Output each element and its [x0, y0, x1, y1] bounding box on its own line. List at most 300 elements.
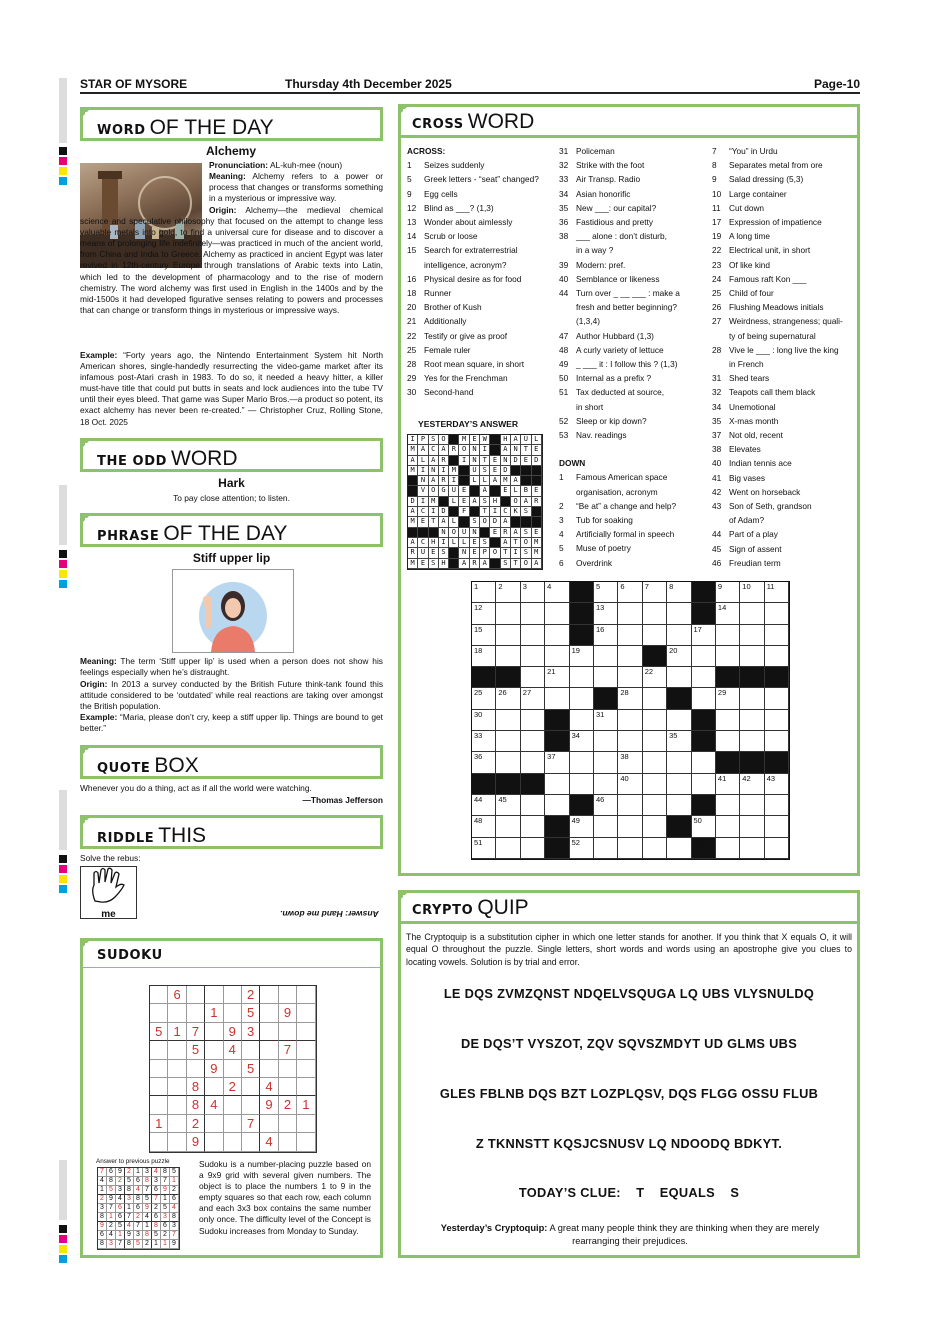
- crossword-cell[interactable]: [667, 774, 691, 795]
- sudoku-cell[interactable]: 1: [150, 1115, 168, 1133]
- crossword-cell[interactable]: [692, 688, 716, 709]
- answer-cell: E: [459, 486, 469, 496]
- sudoku-cell[interactable]: 4: [260, 1078, 278, 1096]
- sudoku-cell[interactable]: [224, 986, 242, 1004]
- crossword-cell[interactable]: [740, 625, 764, 646]
- sudoku-cell[interactable]: 9: [224, 1023, 242, 1041]
- sudoku-cell[interactable]: 5: [187, 1041, 205, 1059]
- crossword-cell[interactable]: [643, 838, 667, 859]
- crossword-cell[interactable]: 26: [496, 688, 520, 709]
- crossword-cell[interactable]: [618, 646, 642, 667]
- crossword-cell[interactable]: [594, 646, 618, 667]
- sudoku-cell[interactable]: [205, 1115, 223, 1133]
- crossword-cell[interactable]: [667, 838, 691, 859]
- crossword-cell[interactable]: 33: [472, 731, 496, 752]
- sudoku-cell[interactable]: [150, 986, 168, 1004]
- crossword-cell[interactable]: [521, 795, 545, 816]
- crossword-cell[interactable]: [570, 710, 594, 731]
- crossword-cell[interactable]: 18: [472, 646, 496, 667]
- crossword-cell[interactable]: 21: [545, 667, 569, 688]
- word-of-day-term: Alchemy: [206, 144, 257, 158]
- crossword-cell[interactable]: [496, 816, 520, 837]
- answer-cell: L: [418, 456, 428, 466]
- sudoku-cell[interactable]: 1: [205, 1004, 223, 1022]
- crossword-cell[interactable]: [643, 816, 667, 837]
- sudoku-cell[interactable]: [224, 1115, 242, 1133]
- crossword-cell[interactable]: [594, 731, 618, 752]
- crossword-cell[interactable]: [667, 667, 691, 688]
- sudoku-cell[interactable]: [205, 1023, 223, 1041]
- crossword-cell[interactable]: [521, 646, 545, 667]
- sudoku-cell[interactable]: [279, 1133, 297, 1151]
- phrase-example: Example: “Maria, please don’t cry, keep a stiff upper lip. Things are bound to get better.”: [80, 712, 383, 734]
- black-square: 39: [521, 774, 545, 795]
- crossword-cell[interactable]: [521, 731, 545, 752]
- clue: 6 Overdrink: [559, 557, 612, 568]
- sudoku-cell[interactable]: [150, 1060, 168, 1078]
- sudoku-cell[interactable]: [224, 1060, 242, 1078]
- answer-cell: M: [449, 466, 459, 476]
- registration-mark: [59, 885, 67, 893]
- crossword-cell[interactable]: [618, 795, 642, 816]
- crossword-cell[interactable]: [496, 838, 520, 859]
- crossword-cell[interactable]: [521, 625, 545, 646]
- crossword-cell[interactable]: [740, 795, 764, 816]
- black-square: [570, 603, 594, 624]
- sudoku-cell[interactable]: 5: [242, 1004, 260, 1022]
- crossword-cell[interactable]: [643, 795, 667, 816]
- sudoku-cell[interactable]: 7: [279, 1041, 297, 1059]
- sudoku-cell[interactable]: [224, 1096, 242, 1114]
- answer-cell: [449, 548, 459, 558]
- crossword-cell[interactable]: 36: [472, 752, 496, 773]
- previous-sudoku-cell: 1: [134, 1168, 143, 1177]
- crossword-cell[interactable]: 19: [570, 646, 594, 667]
- crossword-cell[interactable]: 11: [765, 582, 789, 603]
- crossword-cell[interactable]: [594, 816, 618, 837]
- registration-mark: [59, 1245, 67, 1253]
- crossword-cell[interactable]: 34: [570, 731, 594, 752]
- sudoku-cell[interactable]: [242, 1041, 260, 1059]
- sudoku-cell[interactable]: 1: [168, 1023, 186, 1041]
- sudoku-cell[interactable]: 9: [260, 1096, 278, 1114]
- crossword-cell[interactable]: [618, 816, 642, 837]
- answer-cell: U: [449, 486, 459, 496]
- sudoku-cell[interactable]: [224, 1133, 242, 1151]
- clue: of Adam?: [729, 515, 765, 526]
- crossword-cell[interactable]: [570, 688, 594, 709]
- crossword-cell[interactable]: 9: [716, 582, 740, 603]
- sudoku-cell[interactable]: [297, 1041, 315, 1059]
- crossword-cell[interactable]: [521, 838, 545, 859]
- crossword-cell[interactable]: 45: [496, 795, 520, 816]
- crossword-cell[interactable]: 12: [472, 603, 496, 624]
- sudoku-cell[interactable]: [150, 1078, 168, 1096]
- sudoku-cell[interactable]: 9: [205, 1060, 223, 1078]
- answer-cell: S: [521, 528, 531, 538]
- crossword-cell[interactable]: 44: [472, 795, 496, 816]
- crossword-cell[interactable]: [496, 710, 520, 731]
- crossword-cell[interactable]: 1: [472, 582, 496, 603]
- sudoku-cell[interactable]: 9: [279, 1004, 297, 1022]
- answer-cell: O: [429, 486, 439, 496]
- crossword-cell[interactable]: [667, 710, 691, 731]
- sudoku-cell[interactable]: [279, 1060, 297, 1078]
- crossword-cell[interactable]: [716, 795, 740, 816]
- gutter-bar: [59, 78, 67, 143]
- crossword-cell[interactable]: 29: [716, 688, 740, 709]
- sudoku-cell[interactable]: 1: [297, 1096, 315, 1114]
- crossword-cell[interactable]: [618, 667, 642, 688]
- sudoku-cell[interactable]: [297, 1133, 315, 1151]
- crossword-cell[interactable]: 35: [667, 731, 691, 752]
- sudoku-cell[interactable]: [260, 1004, 278, 1022]
- crossword-cell[interactable]: [692, 774, 716, 795]
- sudoku-cell[interactable]: 2: [279, 1096, 297, 1114]
- crossword-cell[interactable]: [570, 667, 594, 688]
- sudoku-cell[interactable]: 9: [187, 1133, 205, 1151]
- sudoku-cell[interactable]: [297, 1060, 315, 1078]
- sudoku-cell[interactable]: [205, 986, 223, 1004]
- sudoku-cell[interactable]: [260, 1115, 278, 1133]
- crossword-cell[interactable]: 5: [594, 582, 618, 603]
- answer-cell: [408, 528, 418, 538]
- crossword-cell[interactable]: [496, 625, 520, 646]
- crossword-cell[interactable]: [740, 603, 764, 624]
- sudoku-cell[interactable]: [297, 1023, 315, 1041]
- sudoku-cell[interactable]: 5: [150, 1023, 168, 1041]
- sudoku-cell[interactable]: [150, 1004, 168, 1022]
- crossword-cell[interactable]: 3: [521, 582, 545, 603]
- sudoku-cell[interactable]: 2: [242, 986, 260, 1004]
- sudoku-cell[interactable]: [260, 1041, 278, 1059]
- page-header: [80, 76, 860, 94]
- answer-cell: I: [459, 456, 469, 466]
- answer-cell: E: [459, 497, 469, 507]
- clue: 17 Expression of impatience: [712, 217, 822, 228]
- clue: 11 Cut down: [712, 202, 765, 213]
- sudoku-cell[interactable]: [279, 1023, 297, 1041]
- sudoku-cell[interactable]: 7: [242, 1115, 260, 1133]
- answer-cell: U: [459, 528, 469, 538]
- answer-cell: O: [439, 435, 449, 445]
- crossword-cell[interactable]: [618, 603, 642, 624]
- crossword-cell[interactable]: 52: [570, 838, 594, 859]
- clue: 4 Artificially formal in speech: [559, 529, 675, 540]
- gutter-bar: [59, 790, 67, 850]
- clue: 27 Weirdness, strangeness; quali-: [712, 316, 843, 327]
- sudoku-cell[interactable]: 8: [187, 1078, 205, 1096]
- clue: 12 Blind as ___? (1,3): [407, 202, 494, 213]
- sudoku-cell[interactable]: [187, 1004, 205, 1022]
- previous-sudoku-cell: 2: [143, 1240, 152, 1249]
- sudoku-cell[interactable]: 3: [242, 1023, 260, 1041]
- sudoku-cell[interactable]: [205, 1078, 223, 1096]
- clue: 49 _ ___ it : I follow this ? (1,3): [559, 359, 678, 370]
- black-square: [472, 667, 496, 688]
- crossword-cell[interactable]: [618, 625, 642, 646]
- previous-sudoku-cell: 5: [107, 1186, 116, 1195]
- crossword-cell[interactable]: [740, 838, 764, 859]
- crossword-cell[interactable]: [643, 603, 667, 624]
- previous-answer-label: Answer to previous puzzle: [96, 1158, 170, 1165]
- crossword-cell[interactable]: [765, 625, 789, 646]
- crossword-cell[interactable]: 22: [643, 667, 667, 688]
- crossword-cell[interactable]: [594, 838, 618, 859]
- sudoku-cell[interactable]: [168, 1060, 186, 1078]
- previous-sudoku-cell: 5: [134, 1240, 143, 1249]
- crossword-cell[interactable]: 4: [545, 582, 569, 603]
- sudoku-cell[interactable]: [260, 1060, 278, 1078]
- crossword-cell[interactable]: [740, 731, 764, 752]
- crossword-cell[interactable]: 17: [692, 625, 716, 646]
- crossword-cell[interactable]: 31: [594, 710, 618, 731]
- sudoku-cell[interactable]: [168, 1115, 186, 1133]
- crossword-cell[interactable]: [643, 774, 667, 795]
- previous-sudoku-cell: 4: [107, 1231, 116, 1240]
- crossword-cell[interactable]: [570, 752, 594, 773]
- crossword-cell[interactable]: [643, 731, 667, 752]
- clue: 2 “Be at” a change and help?: [559, 500, 677, 511]
- phrase-header: PHRASE OF THE DAY: [80, 513, 383, 547]
- crossword-cell[interactable]: [716, 838, 740, 859]
- answer-cell: M: [532, 538, 542, 548]
- sudoku-cell[interactable]: [279, 986, 297, 1004]
- answer-cell: E: [521, 456, 531, 466]
- previous-sudoku-cell: 3: [134, 1231, 143, 1240]
- sudoku-cell[interactable]: [297, 1078, 315, 1096]
- sudoku-cell[interactable]: [187, 1060, 205, 1078]
- answer-cell: A: [480, 559, 490, 569]
- crossword-cell[interactable]: [740, 816, 764, 837]
- crossword-cell[interactable]: [740, 646, 764, 667]
- crossword-cell[interactable]: 25: [472, 688, 496, 709]
- sudoku-cell[interactable]: [168, 1041, 186, 1059]
- sudoku-cell[interactable]: [168, 1133, 186, 1151]
- crossword-cell[interactable]: [570, 774, 594, 795]
- crossword-cell[interactable]: 40: [618, 774, 642, 795]
- sudoku-cell[interactable]: 4: [260, 1133, 278, 1151]
- sudoku-cell[interactable]: [279, 1078, 297, 1096]
- sudoku-cell[interactable]: [150, 1041, 168, 1059]
- crossword-cell[interactable]: 49: [570, 816, 594, 837]
- crossword-cell[interactable]: 42: [740, 774, 764, 795]
- quote-text: Whenever you do a thing, act as if all the world were watching.: [80, 783, 312, 793]
- crossword-cell[interactable]: [643, 625, 667, 646]
- crossword-cell[interactable]: [765, 710, 789, 731]
- answer-cell: M: [408, 517, 418, 527]
- sudoku-cell[interactable]: [150, 1096, 168, 1114]
- clue: 33 Air Transp. Radio: [559, 174, 641, 185]
- answer-cell: D: [511, 456, 521, 466]
- crossword-cell[interactable]: [521, 752, 545, 773]
- answer-cell: A: [511, 476, 521, 486]
- previous-sudoku-cell: 4: [143, 1213, 152, 1222]
- crossword-cell[interactable]: [643, 710, 667, 731]
- crossword-cell[interactable]: [667, 795, 691, 816]
- crossword-cell[interactable]: 16: [594, 625, 618, 646]
- crossword-cell[interactable]: [618, 838, 642, 859]
- crossword-cell[interactable]: [521, 667, 545, 688]
- crossword-cell[interactable]: 51: [472, 838, 496, 859]
- sudoku-cell[interactable]: [242, 1096, 260, 1114]
- crossword-cell[interactable]: [716, 731, 740, 752]
- clue: 51 Tax deducted at source,: [559, 387, 665, 398]
- crossword-cell[interactable]: [716, 710, 740, 731]
- crossword-cell[interactable]: 37: [545, 752, 569, 773]
- previous-sudoku-cell: 8: [143, 1177, 152, 1186]
- answer-cell: A: [418, 445, 428, 455]
- crossword-cell[interactable]: [545, 625, 569, 646]
- crossword-cell[interactable]: [594, 774, 618, 795]
- clue: 41 Big vases: [712, 472, 765, 483]
- answer-cell: H: [429, 538, 439, 548]
- answer-cell: N: [470, 456, 480, 466]
- crossword-cell[interactable]: 41: [716, 774, 740, 795]
- crossword-cell[interactable]: 30: [472, 710, 496, 731]
- sudoku-cell[interactable]: 5: [242, 1060, 260, 1078]
- crossword-cell[interactable]: 28: [618, 688, 642, 709]
- crossword-cell[interactable]: [618, 731, 642, 752]
- clue: 31 Policeman: [559, 146, 615, 156]
- crossword-cell[interactable]: [496, 603, 520, 624]
- crossword-grid[interactable]: [471, 581, 790, 860]
- clue: 44 Part of a play: [712, 529, 778, 540]
- answer-cell: A: [532, 559, 542, 569]
- crossword-cell[interactable]: [545, 646, 569, 667]
- answer-cell: O: [480, 517, 490, 527]
- crossword-cell[interactable]: [765, 688, 789, 709]
- sudoku-cell[interactable]: 4: [224, 1041, 242, 1059]
- crossword-cell[interactable]: [765, 816, 789, 837]
- crossword-cell[interactable]: [765, 838, 789, 859]
- answer-cell: A: [490, 476, 500, 486]
- crossword-cell[interactable]: [496, 646, 520, 667]
- sudoku-cell[interactable]: 6: [168, 986, 186, 1004]
- sudoku-cell[interactable]: [224, 1004, 242, 1022]
- sudoku-cell[interactable]: [279, 1115, 297, 1133]
- answer-cell: [480, 528, 490, 538]
- crossword-cell[interactable]: [618, 710, 642, 731]
- crossword-cell[interactable]: [643, 752, 667, 773]
- clue: 50 Internal as a prefix ?: [559, 373, 652, 384]
- answer-cell: [459, 476, 469, 486]
- crossword-cell[interactable]: [740, 710, 764, 731]
- cryptoquip-header: CRYPTO QUIP: [398, 890, 860, 924]
- crossword-cell[interactable]: [740, 688, 764, 709]
- answer-cell: A: [511, 435, 521, 445]
- crossword-cell[interactable]: 6: [618, 582, 642, 603]
- sudoku-cell[interactable]: 4: [205, 1096, 223, 1114]
- crossword-cell[interactable]: [765, 795, 789, 816]
- crossword-header: CROSS WORD: [398, 104, 860, 138]
- crossword-cell[interactable]: [545, 795, 569, 816]
- crossword-cell[interactable]: [716, 625, 740, 646]
- crossword-cell[interactable]: 14: [716, 603, 740, 624]
- yesterday-answer-label: YESTERDAY’S ANSWER: [418, 419, 519, 429]
- black-square: [545, 731, 569, 752]
- crossword-cell[interactable]: [594, 667, 618, 688]
- answer-cell: D: [439, 507, 449, 517]
- crossword-cell[interactable]: 50: [692, 816, 716, 837]
- crossword-cell[interactable]: [667, 603, 691, 624]
- sudoku-cell[interactable]: [297, 1004, 315, 1022]
- previous-sudoku-cell: 5: [152, 1231, 161, 1240]
- answer-cell: [490, 559, 500, 569]
- crossword-cell[interactable]: [521, 710, 545, 731]
- sudoku-cell[interactable]: [168, 1004, 186, 1022]
- crossword-cell[interactable]: [594, 752, 618, 773]
- crossword-cell[interactable]: 27: [521, 688, 545, 709]
- crossword-cell[interactable]: 7: [643, 582, 667, 603]
- sudoku-cell[interactable]: [260, 986, 278, 1004]
- sudoku-cell[interactable]: [168, 1078, 186, 1096]
- clue: 35 X-mas month: [712, 415, 779, 426]
- sudoku-cell[interactable]: [242, 1078, 260, 1096]
- crossword-cell[interactable]: [496, 752, 520, 773]
- sudoku-cell[interactable]: 2: [187, 1115, 205, 1133]
- sudoku-cell[interactable]: 8: [187, 1096, 205, 1114]
- crossword-cell[interactable]: 46: [594, 795, 618, 816]
- answer-cell: [449, 456, 459, 466]
- crossword-cell[interactable]: [545, 603, 569, 624]
- crossword-cell[interactable]: 20: [667, 646, 691, 667]
- sudoku-cell[interactable]: [187, 986, 205, 1004]
- crossword-cell[interactable]: [692, 646, 716, 667]
- crossword-cell[interactable]: [521, 603, 545, 624]
- answer-cell: S: [480, 497, 490, 507]
- answer-cell: M: [459, 435, 469, 445]
- crossword-cell[interactable]: [765, 603, 789, 624]
- sudoku-cell[interactable]: [150, 1133, 168, 1151]
- crossword-cell[interactable]: 13: [594, 603, 618, 624]
- black-square: [496, 667, 520, 688]
- sudoku-cell[interactable]: 7: [187, 1023, 205, 1041]
- crossword-cell[interactable]: [667, 625, 691, 646]
- crossword-cell[interactable]: [545, 688, 569, 709]
- sudoku-cell[interactable]: 2: [224, 1078, 242, 1096]
- crossword-cell[interactable]: [692, 752, 716, 773]
- crossword-cell[interactable]: 2: [496, 582, 520, 603]
- crossword-cell[interactable]: [765, 731, 789, 752]
- crossword-cell[interactable]: 43: [765, 774, 789, 795]
- sudoku-cell[interactable]: [297, 986, 315, 1004]
- crossword-cell[interactable]: [496, 731, 520, 752]
- crossword-cell[interactable]: 38: [618, 752, 642, 773]
- sudoku-grid[interactable]: [149, 985, 317, 1153]
- crossword-cell[interactable]: 8: [667, 582, 691, 603]
- sudoku-cell[interactable]: [297, 1115, 315, 1133]
- sudoku-cell[interactable]: [205, 1041, 223, 1059]
- crossword-cell[interactable]: [692, 667, 716, 688]
- crossword-cell[interactable]: [521, 816, 545, 837]
- sudoku-cell[interactable]: [260, 1023, 278, 1041]
- crossword-cell[interactable]: [716, 646, 740, 667]
- quote-header: QUOTE BOX: [80, 745, 383, 779]
- clue: 43 Son of Seth, grandson: [712, 501, 812, 512]
- crossword-cell[interactable]: [765, 646, 789, 667]
- crossword-cell[interactable]: [667, 752, 691, 773]
- crossword-cell[interactable]: 15: [472, 625, 496, 646]
- sudoku-cell[interactable]: [168, 1096, 186, 1114]
- crossword-cell[interactable]: [643, 688, 667, 709]
- sudoku-cell[interactable]: [242, 1133, 260, 1151]
- crossword-cell[interactable]: [716, 816, 740, 837]
- crossword-cell[interactable]: 10: [740, 582, 764, 603]
- crossword-cell[interactable]: [545, 774, 569, 795]
- crossword-cell[interactable]: 48: [472, 816, 496, 837]
- sudoku-cell[interactable]: [205, 1133, 223, 1151]
